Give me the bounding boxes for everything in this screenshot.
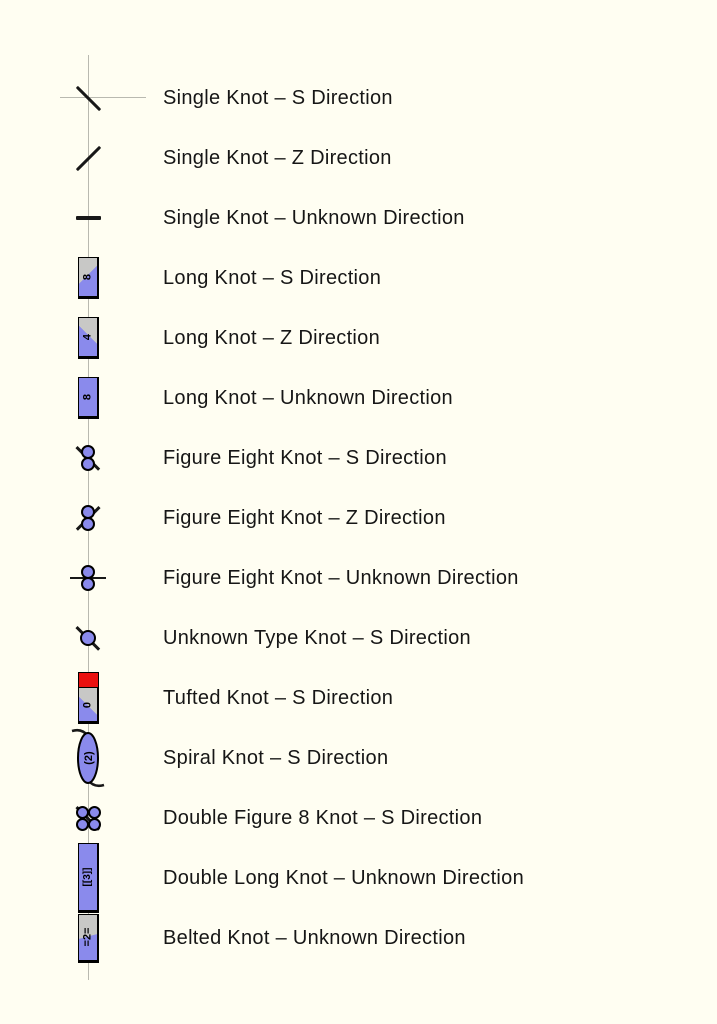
- legend-row: [0, 308, 717, 368]
- figure-eight-knot-s-symbol: [70, 440, 106, 476]
- knot-value-label: 8: [81, 393, 93, 401]
- legend-row: [0, 68, 717, 128]
- legend-row: [0, 488, 717, 548]
- legend-label: Belted Knot – Unknown Direction: [163, 926, 466, 949]
- legend-row: [0, 608, 717, 668]
- figure-eight-loops: [81, 445, 95, 471]
- legend-symbol-cell: [58, 188, 118, 248]
- knot-loop-circle: [80, 630, 96, 646]
- legend-label: Single Knot – Z Direction: [163, 146, 392, 169]
- legend-symbol-cell: [58, 668, 118, 728]
- legend-label: Single Knot – S Direction: [163, 86, 393, 109]
- tuft-cap: [78, 672, 99, 687]
- knot-value-label: (2): [83, 751, 95, 765]
- legend-symbol-cell: [58, 68, 118, 128]
- tufted-knot-body: [78, 687, 99, 724]
- knot-loop-circle: [81, 577, 95, 591]
- knot-value-label: [[3]]: [81, 867, 93, 887]
- knot-value-label: 8: [81, 273, 93, 281]
- single-knot-unknown-symbol: [76, 216, 101, 220]
- long-knot-z-symbol: [78, 317, 99, 359]
- legend-row: [0, 788, 717, 848]
- legend-symbol-cell: [58, 608, 118, 668]
- legend-label: Double Long Knot – Unknown Direction: [163, 866, 525, 889]
- legend-row: [0, 668, 717, 728]
- knot-value-label: =2=: [81, 927, 93, 947]
- legend-row: [0, 128, 717, 188]
- knot-loop-circle: [88, 806, 101, 819]
- single-knot-s-symbol: [75, 85, 100, 110]
- legend-symbol-cell: [58, 248, 118, 308]
- long-knot-s-symbol: [78, 257, 99, 299]
- legend-label: Spiral Knot – S Direction: [163, 746, 389, 769]
- single-knot-z-symbol: [75, 145, 100, 170]
- legend-symbol-cell: [58, 848, 118, 908]
- legend-row: [0, 548, 717, 608]
- legend-row: [0, 728, 717, 788]
- legend-label: Long Knot – Z Direction: [163, 326, 381, 349]
- legend-symbol-cell: [58, 128, 118, 188]
- legend-label: Long Knot – S Direction: [163, 266, 382, 289]
- legend-symbol-cell: [58, 308, 118, 368]
- knot-value-label: 0: [81, 701, 93, 708]
- double-figure-eight-loops: [76, 806, 100, 830]
- legend-symbol-cell: [58, 368, 118, 428]
- double-long-knot-unknown-symbol: [78, 843, 99, 913]
- legend-label: Figure Eight Knot – S Direction: [163, 446, 447, 469]
- legend-row: [0, 428, 717, 488]
- legend-symbol-cell: [58, 728, 118, 788]
- knot-loop-circle: [88, 818, 101, 831]
- legend-symbol-cell: [58, 428, 118, 488]
- legend-row: [0, 848, 717, 908]
- knot-loop-circle: [81, 517, 95, 531]
- long-knot-unknown-symbol: [78, 377, 99, 419]
- tufted-knot-s-symbol: [78, 672, 99, 724]
- legend-label: Figure Eight Knot – Z Direction: [163, 506, 446, 529]
- legend-label: Tufted Knot – S Direction: [163, 686, 394, 709]
- spiral-knot-s-symbol: [68, 727, 108, 789]
- figure-eight-loops: [81, 565, 95, 591]
- knot-loop-circle: [81, 457, 95, 471]
- legend-symbol-cell: [58, 908, 118, 968]
- legend-symbol-cell: [58, 488, 118, 548]
- double-figure-eight-knot-s-symbol: [70, 800, 106, 836]
- legend-symbol-cell: [58, 548, 118, 608]
- knot-loop-circle: [76, 818, 89, 831]
- belted-knot-unknown-symbol: [78, 914, 99, 963]
- legend-label: Single Knot – Unknown Direction: [163, 206, 465, 229]
- legend-symbol-cell: [58, 788, 118, 848]
- figure-eight-knot-z-symbol: [70, 500, 106, 536]
- legend-label: Double Figure 8 Knot – S Direction: [163, 806, 483, 829]
- legend-label: Figure Eight Knot – Unknown Direction: [163, 566, 519, 589]
- legend-label: Unknown Type Knot – S Direction: [163, 626, 471, 649]
- legend-row: [0, 188, 717, 248]
- legend-label: Long Knot – Unknown Direction: [163, 386, 453, 409]
- figure-eight-loops: [81, 505, 95, 531]
- knot-loop-circle: [76, 806, 89, 819]
- legend-row: [0, 908, 717, 968]
- figure-eight-knot-unknown-symbol: [70, 560, 106, 596]
- knot-value-label: 4: [81, 333, 93, 341]
- legend-row: [0, 368, 717, 428]
- unknown-type-knot-s-symbol: [70, 620, 106, 656]
- legend-row: [0, 248, 717, 308]
